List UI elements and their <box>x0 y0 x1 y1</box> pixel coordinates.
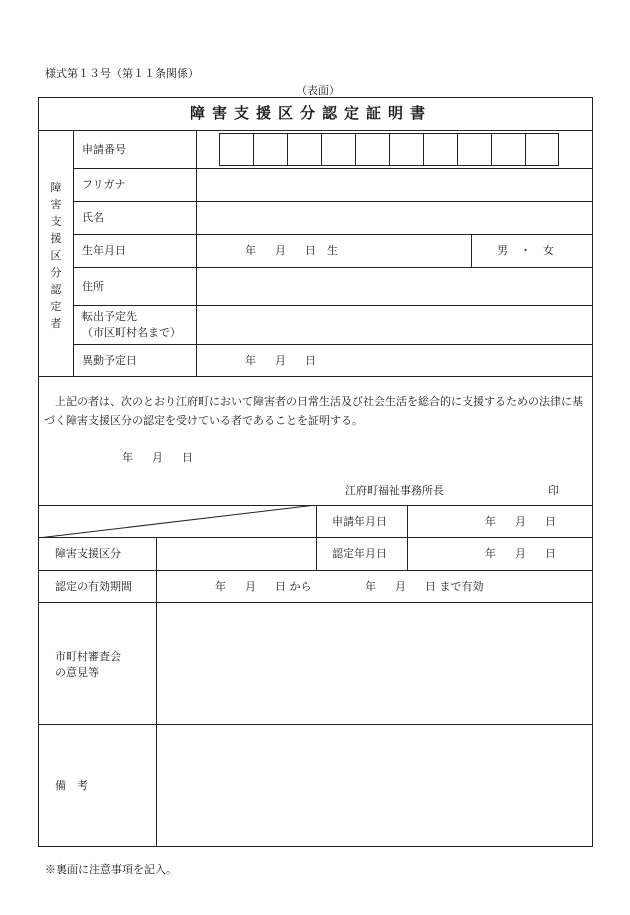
address-field[interactable] <box>197 268 592 304</box>
cert-day: 日 <box>182 451 193 464</box>
label-move-destination: 転出予定先 <box>82 310 137 323</box>
issuer-name: 江府町福祉事務所長 <box>345 484 444 497</box>
name-field[interactable] <box>197 202 592 233</box>
form-title: 障害支援区分認定証明書 <box>190 104 433 122</box>
footer-note: ※裏面に注意事項を記入。 <box>45 863 177 876</box>
remarks-field[interactable] <box>157 725 592 846</box>
cert-month: 月 <box>152 451 163 464</box>
label-move-date: 異動予定日 <box>82 354 137 367</box>
validity-year-end: 年 <box>365 580 376 593</box>
seal-mark: 印 <box>548 484 559 497</box>
birth-month: 月 <box>275 244 286 257</box>
committee-opinion-field[interactable] <box>157 603 592 723</box>
sex-separator: ・ <box>520 244 531 257</box>
certification-text: 上記の者は、次のとおり江府町において障害者の日常生活及び社会生活を総合的に支援するための法律に基づく障害支援区分の認定を受けている者であることを証明する。 <box>44 395 583 427</box>
birth-suffix: 生 <box>327 244 338 257</box>
sex-female[interactable]: 女 <box>543 244 554 257</box>
support-category-field[interactable] <box>157 538 315 569</box>
cert-date-day: 日 <box>545 547 556 560</box>
form-number: 様式第１３号（第１１条関係） <box>45 67 199 80</box>
label-application-number: 申請番号 <box>82 143 126 156</box>
diagonal-blank-cell <box>38 505 316 538</box>
app-day: 日 <box>545 515 556 528</box>
birth-year: 年 <box>245 244 256 257</box>
applicant-section-label: 障 害 支 援 区 分 認 定 者 <box>50 181 62 330</box>
move-day: 日 <box>305 354 316 367</box>
label-support-category: 障害支援区分 <box>55 547 121 560</box>
furigana-field[interactable] <box>197 169 592 200</box>
move-year: 年 <box>245 354 256 367</box>
validity-day-end: 日 まで有効 <box>425 580 484 593</box>
label-name: 氏名 <box>82 211 104 224</box>
label-application-date: 申請年月日 <box>332 515 387 528</box>
label-validity-period: 認定の有効期間 <box>55 580 132 593</box>
validity-year-start: 年 <box>215 580 226 593</box>
validity-month-start: 月 <box>245 580 256 593</box>
label-birth-date: 生年月日 <box>82 244 126 257</box>
sex-male[interactable]: 男 <box>497 244 508 257</box>
label-committee-opinion-2: の意見等 <box>55 666 99 679</box>
move-month: 月 <box>275 354 286 367</box>
birth-day: 日 <box>305 244 316 257</box>
label-move-destination-note: （市区町村名まで） <box>82 326 181 339</box>
validity-day-start: 日 から <box>275 580 312 593</box>
label-address: 住所 <box>82 280 104 293</box>
label-committee-opinion: 市町村審査会 <box>55 650 121 663</box>
label-certification-date: 認定年月日 <box>332 547 387 560</box>
cert-date-month: 月 <box>515 547 526 560</box>
validity-month-end: 月 <box>395 580 406 593</box>
label-remarks: 備 考 <box>55 779 88 792</box>
cert-year: 年 <box>122 451 133 464</box>
label-furigana: フリガナ <box>82 178 126 191</box>
form-side-label: （表面） <box>296 84 340 97</box>
app-month: 月 <box>515 515 526 528</box>
app-year: 年 <box>485 515 496 528</box>
cert-date-year: 年 <box>485 547 496 560</box>
move-destination-field[interactable] <box>197 306 592 343</box>
